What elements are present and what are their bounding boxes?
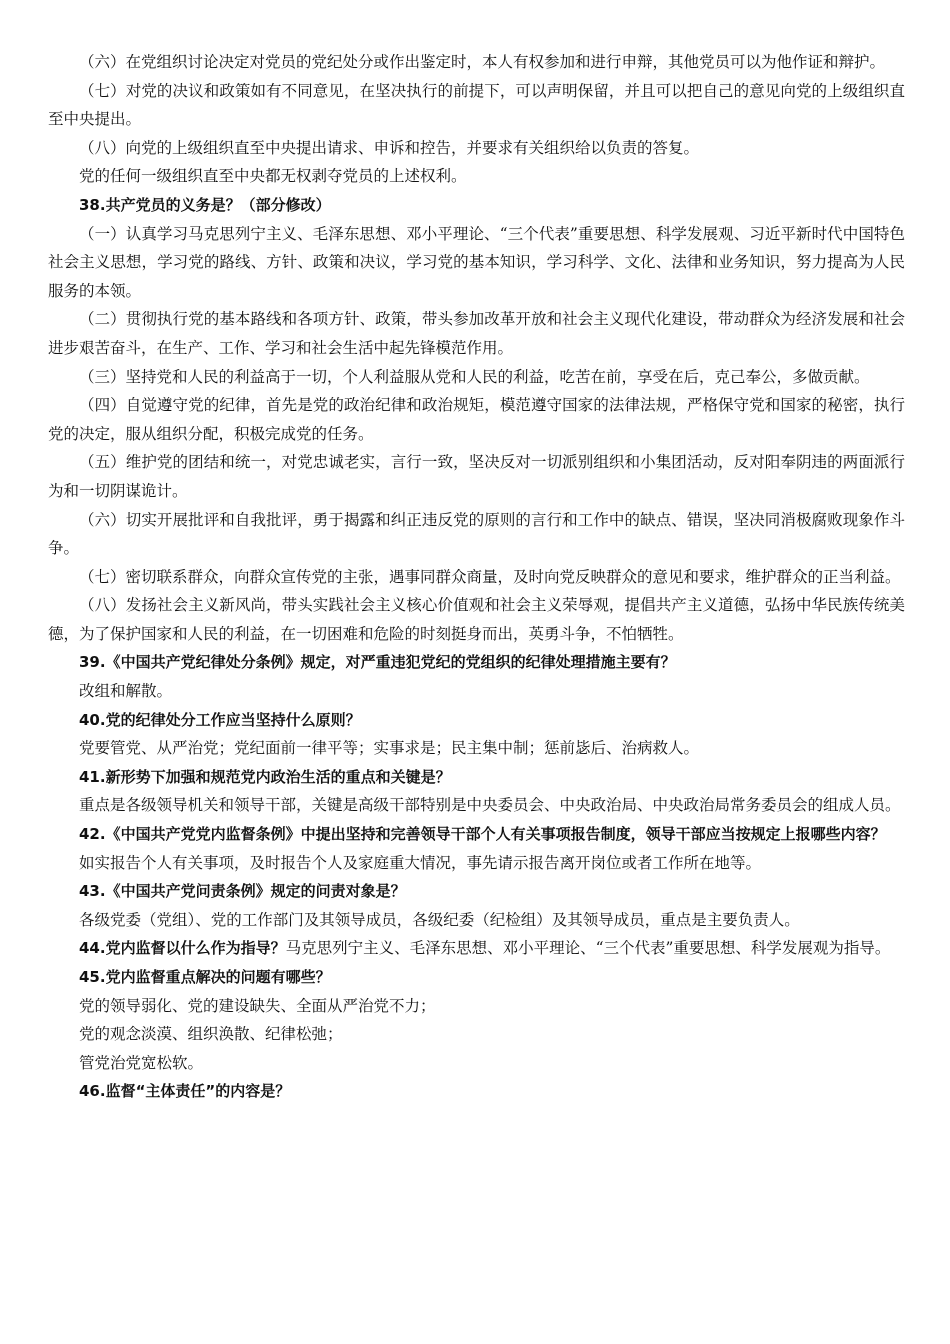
question-44-text: 44.党内监督以什么作为指导？ <box>79 939 286 958</box>
duty-item-5: （五）维护党的团结和统一，对党忠诚老实，言行一致，坚决反对一切派别组织和小集团活动，反对阳奉阴违的两面派行为和一切阴谋诡计。 <box>48 453 905 500</box>
answer-41: 重点是各级领导机关和领导干部，关键是高级干部特别是中央委员会、中央政治局、中央政治局常务委员会的组成人员。 <box>79 796 901 815</box>
question-41: 41.新形势下加强和规范党内政治生活的重点和关键是？ <box>79 767 451 786</box>
question-45: 45.党内监督重点解决的问题有哪些？ <box>79 968 331 986</box>
answer-45-line-1: 党的领导弱化、党的建设缺失、全面从严治党不力； <box>79 996 436 1015</box>
duty-item-3: （三）坚持党和人民的利益高于一切，个人利益服从党和人民的利益，吃苦在前，享受在后，克己奉公，多做贡献。 <box>79 367 870 386</box>
question-39: 39.《中国共产党纪律处分条例》规定，对严重违犯党纪的党组织的纪律处理措施主要有？ <box>79 653 676 672</box>
duty-item-6: （六）切实开展批评和自我批评，勇于揭露和纠正违反党的原则的言行和工作中的缺点、错误，坚决同消极腐败现象作斗争。 <box>48 510 905 558</box>
question-38: 38.共产党员的义务是？（部分修改） <box>79 195 331 214</box>
article-item-6-rights: （六）在党组织讨论决定对党员的党纪处分或作出鉴定时，本人有权参加和进行申辩，其他党员可以为他作证和辩护。 <box>79 53 886 71</box>
answer-40: 党要管党、从严治党；党纪面前一律平等；实事求是；民主集中制；惩前毖后、治病救人。 <box>79 739 700 758</box>
answer-39: 改组和解散。 <box>79 682 173 701</box>
duty-item-1: （一）认真学习马克思列宁主义、毛泽东思想、邓小平理论、“三个代表”重要思想、科学发展观、习近平新时代中国特色社会主义思想，学习党的路线、方针、政策和决议，学习党的基本知识，学习科学、文化、法律和业务知识，努力提高为人民服务的本领。 <box>48 224 905 300</box>
duty-item-7: （七）密切联系群众，向群众宣传党的主张，遇事同群众商量，及时向党反映群众的意见和要求，维护群众的正当利益。 <box>79 567 901 586</box>
question-46: 46.监督“主体责任”的内容是？ <box>79 1082 291 1101</box>
duty-item-4: （四）自觉遵守党的纪律，首先是党的政治纪律和政治规矩，模范遵守国家的法律法规，严格保守党和国家的秘密，执行党的决定，服从组织分配，积极完成党的任务。 <box>48 396 905 443</box>
article-item-8-rights: （八）向党的上级组织直至中央提出请求、申诉和控告，并要求有关组织给以负责的答复。 <box>79 138 700 157</box>
question-42: 42.《中国共产党党内监督条例》中提出坚持和完善领导干部个人有关事项报告制度，领导干部应当按规定上报哪些内容？ <box>79 825 886 844</box>
duty-item-8: （八）发扬社会主义新风尚，带头实践社会主义核心价值观和社会主义荣辱观，提倡共产主义道德，弘扬中华民族传统美德，为了保护国家和人民的利益，在一切困难和危险的时刻挺身而出，英勇斗争，不怕牺牲。 <box>48 596 905 643</box>
rights-closing-statement: 党的任何一级组织直至中央都无权剥夺党员的上述权利。 <box>79 167 467 186</box>
duty-item-2: （二）贯彻执行党的基本路线和各项方针、政策，带头参加改革开放和社会主义现代化建设，带动群众为经济发展和社会进步艰苦奋斗，在生产、工作、学习和社会生活中起先锋模范作用。 <box>48 310 905 357</box>
answer-42: 如实报告个人有关事项，及时报告个人及家庭重大情况，事先请示报告离开岗位或者工作所在地等。 <box>79 853 762 872</box>
article-item-7-rights: （七）对党的决议和政策如有不同意见，在坚决执行的前提下，可以声明保留，并且可以把自己的意见向党的上级组织直至中央提出。 <box>48 81 905 129</box>
question-40: 40.党的纪律处分工作应当坚持什么原则？ <box>79 710 361 729</box>
question-43: 43.《中国共产党问责条例》规定的问责对象是？ <box>79 882 406 901</box>
question-answer-44 <box>48 934 905 963</box>
answer-45-line-2: 党的观念淡漠、组织涣散、纪律松弛； <box>79 1025 343 1044</box>
answer-45-line-3: 管党治党宽松软。 <box>79 1053 204 1072</box>
answer-44-text: 马克思列宁主义、毛泽东思想、邓小平理论、“三个代表”重要思想、科学发展观为指导。 <box>285 939 891 958</box>
answer-43: 各级党委（党组）、党的工作部门及其领导成员，各级纪委（纪检组）及其领导成员，重点是主要负责人。 <box>79 910 800 929</box>
